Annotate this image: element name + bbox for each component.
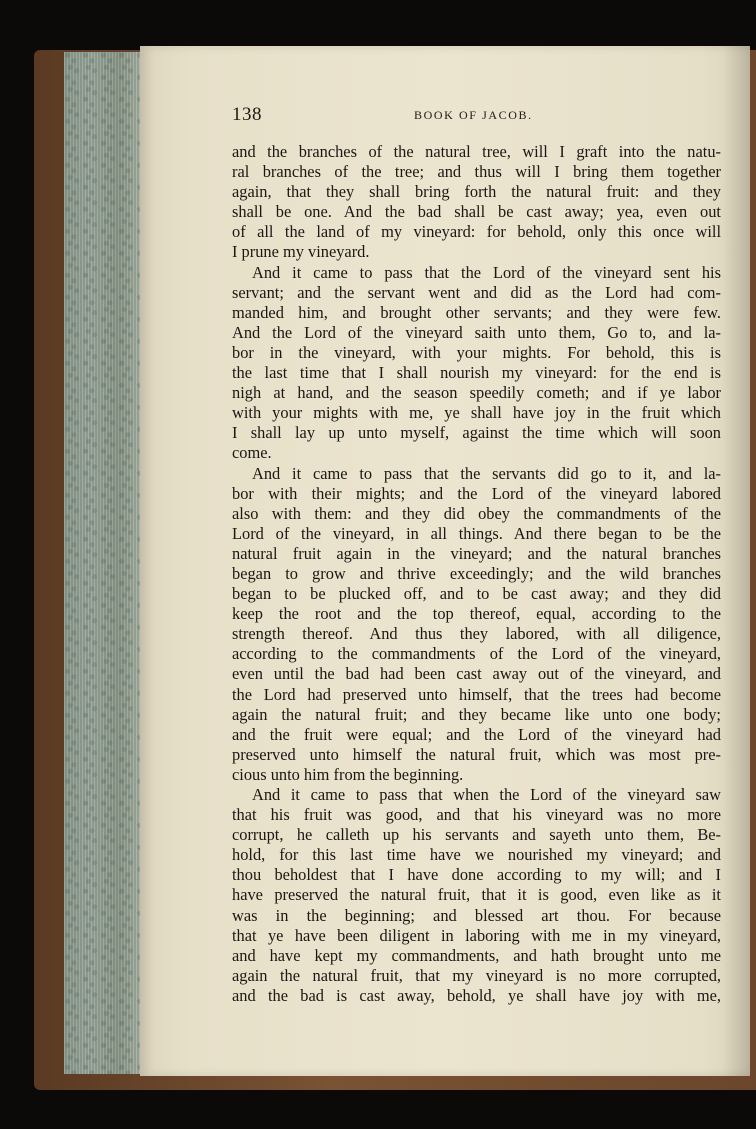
text-line: the Lord had preserved unto himself, that the trees had become	[232, 684, 721, 704]
text-line: the last time that I shall nourish my vineyard: for the end is	[232, 363, 721, 383]
text-line: according to the commandments of the Lord of the vineyard,	[232, 644, 721, 664]
text-line: I prune my vineyard.	[232, 242, 370, 262]
text-line: And it came to pass that when the Lord of the vineyard saw	[252, 785, 721, 804]
text-line: bor in the vineyard, with your mights. For behold, this is	[232, 342, 721, 362]
text-line: And it came to pass that the Lord of the vineyard sent his	[252, 262, 721, 282]
text-line: of all the land of my vineyard: for behold, only this once will	[232, 222, 721, 242]
text-line: with your mights with me, ye shall have joy in the fruit which	[232, 403, 721, 423]
text-line: Lord of the vineyard, in all things. And there began to be the	[232, 523, 721, 543]
text-line: that his fruit was good, and that his vineyard was no more	[232, 805, 721, 825]
text-line: again the natural fruit; and they became like unto one body;	[232, 704, 721, 724]
text-line: keep the root and the top thereof, equal, according to the	[232, 604, 721, 624]
text-line: and the branches of the natural tree, will I graft into the natu-	[232, 142, 721, 161]
text-line: ral branches of the tree; and thus will I bring them together	[232, 162, 721, 182]
text-line: thou beholdest that I have done according to my will; and I	[232, 865, 721, 885]
book-page	[140, 46, 750, 1076]
text-line: And it came to pass that the servants did go to it, and la-	[252, 463, 721, 483]
text-line: shall be one. And the bad shall be cast away; yea, even out	[232, 202, 721, 222]
page-number: 138	[232, 104, 262, 125]
text-line: that ye have been diligent in laboring with me in my vineyard,	[232, 925, 721, 945]
text-line: and the fruit were equal; and the Lord of the vineyard had	[232, 724, 721, 744]
text-line: was in the beginning; and blessed art thou. For because	[232, 905, 721, 925]
text-line: hold, for this last time have we nourished my vineyard; and	[232, 845, 721, 865]
text-line: servant; and the servant went and did as the Lord had com-	[232, 282, 721, 302]
running-head	[232, 104, 732, 128]
text-line: again the natural fruit, that my vineyard is no more corrupted,	[232, 965, 721, 985]
text-line: bor with their mights; and the Lord of the vineyard labored	[232, 483, 721, 503]
text-line: nigh at hand, and the season speedily cometh; and if ye labor	[232, 383, 721, 403]
text-line: manded him, and brought other servants; and they were few.	[232, 302, 721, 322]
text-line: have preserved the natural fruit, that it is good, even like as it	[232, 885, 721, 905]
text-line: again, that they shall bring forth the natural fruit: and they	[232, 182, 721, 202]
text-line: cious unto him from the beginning.	[232, 764, 464, 784]
body-text	[232, 142, 721, 1006]
text-line: And the Lord of the vineyard saith unto them, Go to, and la-	[232, 322, 721, 342]
text-line: natural fruit again in the vineyard; and the natural branches	[232, 543, 721, 563]
text-line: come.	[232, 443, 272, 463]
text-line: and the bad is cast away, behold, ye shall have joy with me,	[232, 985, 721, 1005]
text-line: and have kept my commandments, and hath brought unto me	[232, 945, 721, 965]
gutter-shadow	[722, 46, 750, 1076]
text-line: began to be plucked off, and to be cast away; and they did	[232, 584, 721, 604]
page-edge-speckle	[64, 52, 142, 1074]
text-line: preserved unto himself the natural fruit, which was most pre-	[232, 744, 721, 764]
text-line: corrupt, he calleth up his servants and sayeth unto them, Be-	[232, 825, 721, 845]
text-line: strength thereof. And thus they labored, with all diligence,	[232, 624, 721, 644]
text-line: even until the bad had been cast away out of the vineyard, and	[232, 664, 721, 684]
running-title: BOOK OF JACOB.	[414, 108, 533, 122]
text-line: I shall lay up unto myself, against the time which will soon	[232, 423, 721, 443]
text-line: also with them: and they did obey the commandments of the	[232, 503, 721, 523]
text-line: began to grow and thrive exceedingly; and the wild branches	[232, 563, 721, 583]
